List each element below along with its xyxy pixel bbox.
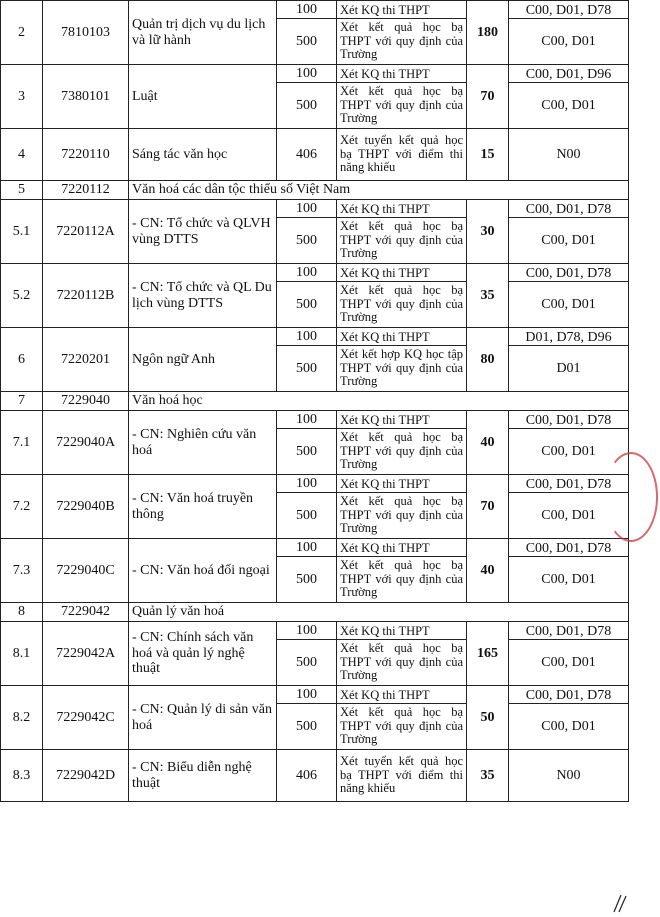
group-row xyxy=(1,603,629,622)
method-description: Xét KQ thi THPT xyxy=(337,264,467,282)
subject-combination: C00, D01 xyxy=(509,704,629,750)
method-description: Xét KQ thi THPT xyxy=(337,475,467,493)
method-code: 100 xyxy=(277,328,337,346)
subject-combination: C00, D01, D78 xyxy=(509,475,629,493)
row-number: 4 xyxy=(1,129,43,181)
subject-combination: C00, D01, D78 xyxy=(509,686,629,704)
row-number: 8.1 xyxy=(1,622,43,686)
pen-mark-icon xyxy=(612,893,630,913)
major-name: - CN: Nghiên cứu văn hoá xyxy=(129,411,277,475)
method-code: 100 xyxy=(277,200,337,218)
subject-combination: D01, D78, D96 xyxy=(509,328,629,346)
row-number: 7.3 xyxy=(1,539,43,603)
method-description: Xét KQ thi THPT xyxy=(337,1,467,19)
quota: 70 xyxy=(467,475,509,539)
major-name: - CN: Biểu diễn nghệ thuật xyxy=(129,750,277,802)
method-code: 100 xyxy=(277,686,337,704)
row-number: 7.1 xyxy=(1,411,43,475)
method-description: Xét KQ thi THPT xyxy=(337,539,467,557)
major-name: - CN: Văn hoá đối ngoại xyxy=(129,539,277,603)
subject-combination: C00, D01, D78 xyxy=(509,539,629,557)
major-code: 7220110 xyxy=(43,129,129,181)
subject-combination: D01 xyxy=(509,346,629,392)
method-code: 100 xyxy=(277,65,337,83)
method-description: Xét KQ thi THPT xyxy=(337,328,467,346)
table-row xyxy=(1,264,629,282)
method-code: 500 xyxy=(277,83,337,129)
method-code: 100 xyxy=(277,264,337,282)
method-code: 100 xyxy=(277,622,337,640)
method-code: 100 xyxy=(277,475,337,493)
quota: 80 xyxy=(467,328,509,392)
quota: 15 xyxy=(467,129,509,181)
group-name: Văn hoá học xyxy=(129,392,629,411)
method-description: Xét kết quả học bạ THPT với quy định của Trường xyxy=(337,493,467,539)
row-number: 8 xyxy=(1,603,43,622)
major-code: 7229040B xyxy=(43,475,129,539)
subject-combination: C00, D01, D78 xyxy=(509,622,629,640)
method-code: 406 xyxy=(277,129,337,181)
table-row xyxy=(1,65,629,83)
quota: 40 xyxy=(467,411,509,475)
quota: 180 xyxy=(467,1,509,65)
table-row xyxy=(1,1,629,19)
table-row xyxy=(1,750,629,802)
method-code: 100 xyxy=(277,539,337,557)
subject-combination: C00, D01 xyxy=(509,493,629,539)
table-row xyxy=(1,129,629,181)
row-number: 5.2 xyxy=(1,264,43,328)
major-code: 7229042 xyxy=(43,603,129,622)
row-number: 5 xyxy=(1,181,43,200)
major-code: 7229042D xyxy=(43,750,129,802)
table-row xyxy=(1,622,629,640)
major-code: 7220201 xyxy=(43,328,129,392)
group-name: Quản lý văn hoá xyxy=(129,603,629,622)
method-description: Xét kết quả học bạ THPT với quy định của Trường xyxy=(337,704,467,750)
major-code: 7229040A xyxy=(43,411,129,475)
major-name: Luật xyxy=(129,65,277,129)
method-description: Xét kết quả học bạ THPT với quy định của Trường xyxy=(337,282,467,328)
table-row xyxy=(1,200,629,218)
row-number: 5.1 xyxy=(1,200,43,264)
method-description: Xét kết quả học bạ THPT với quy định của Trường xyxy=(337,640,467,686)
method-description: Xét KQ thi THPT xyxy=(337,200,467,218)
method-code: 500 xyxy=(277,704,337,750)
method-description: Xét kết quả học bạ THPT với quy định của Trường xyxy=(337,19,467,65)
group-name: Văn hoá các dân tộc thiểu số Việt Nam xyxy=(129,181,629,200)
method-description: Xét kết quả học bạ THPT với quy định của Trường xyxy=(337,218,467,264)
subject-combination: C00, D01, D78 xyxy=(509,264,629,282)
subject-combination: C00, D01 xyxy=(509,218,629,264)
subject-combination: C00, D01 xyxy=(509,282,629,328)
quota: 30 xyxy=(467,200,509,264)
major-code: 7220112B xyxy=(43,264,129,328)
method-description: Xét kết quả học bạ THPT với quy định của Trường xyxy=(337,557,467,603)
row-number: 7 xyxy=(1,392,43,411)
row-number: 6 xyxy=(1,328,43,392)
method-code: 100 xyxy=(277,411,337,429)
subject-combination: C00, D01 xyxy=(509,19,629,65)
subject-combination: C00, D01, D96 xyxy=(509,65,629,83)
subject-combination: C00, D01, D78 xyxy=(509,200,629,218)
method-description: Xét kết quả học bạ THPT với quy định của Trường xyxy=(337,429,467,475)
method-code: 100 xyxy=(277,1,337,19)
method-code: 500 xyxy=(277,640,337,686)
quota: 50 xyxy=(467,686,509,750)
quota: 40 xyxy=(467,539,509,603)
table-row xyxy=(1,539,629,557)
method-description: Xét KQ thi THPT xyxy=(337,622,467,640)
major-name: - CN: Tổ chức và QLVH vùng DTTS xyxy=(129,200,277,264)
method-description: Xét KQ thi THPT xyxy=(337,686,467,704)
major-name: - CN: Tổ chức và QL Du lịch vùng DTTS xyxy=(129,264,277,328)
row-number: 2 xyxy=(1,1,43,65)
group-row xyxy=(1,181,629,200)
major-code: 7229042A xyxy=(43,622,129,686)
method-description: Xét KQ thi THPT xyxy=(337,411,467,429)
quota: 165 xyxy=(467,622,509,686)
row-number: 7.2 xyxy=(1,475,43,539)
major-name: - CN: Văn hoá truyền thông xyxy=(129,475,277,539)
subject-combination: N00 xyxy=(509,129,629,181)
method-description: Xét tuyển kết quả học bạ THPT với điểm thi năng khiếu xyxy=(337,129,467,181)
row-number: 8.3 xyxy=(1,750,43,802)
subject-combination: C00, D01 xyxy=(509,83,629,129)
method-description: Xét kết quả học bạ THPT với quy định của Trường xyxy=(337,83,467,129)
quota: 35 xyxy=(467,750,509,802)
major-code: 7220112 xyxy=(43,181,129,200)
major-code: 7220112A xyxy=(43,200,129,264)
subject-combination: C00, D01 xyxy=(509,557,629,603)
major-name: Quản trị dịch vụ du lịch và lữ hành xyxy=(129,1,277,65)
major-code: 7380101 xyxy=(43,65,129,129)
admission-table-body xyxy=(1,1,629,802)
table-row xyxy=(1,686,629,704)
method-code: 500 xyxy=(277,493,337,539)
subject-combination: C00, D01 xyxy=(509,640,629,686)
group-row xyxy=(1,392,629,411)
major-name: Ngôn ngữ Anh xyxy=(129,328,277,392)
method-code: 500 xyxy=(277,557,337,603)
major-name: - CN: Quản lý di sản văn hoá xyxy=(129,686,277,750)
method-description: Xét kết hợp KQ học tập THPT với quy định của Trường xyxy=(337,346,467,392)
table-row xyxy=(1,475,629,493)
subject-combination: C00, D01, D78 xyxy=(509,1,629,19)
table-row xyxy=(1,328,629,346)
method-code: 406 xyxy=(277,750,337,802)
subject-combination: N00 xyxy=(509,750,629,802)
red-stamp-mark xyxy=(604,452,658,542)
method-description: Xét tuyển kết quả học bạ THPT với điểm thi năng khiếu xyxy=(337,750,467,802)
row-number: 8.2 xyxy=(1,686,43,750)
method-code: 500 xyxy=(277,218,337,264)
method-code: 500 xyxy=(277,19,337,65)
major-code: 7810103 xyxy=(43,1,129,65)
major-name: Sáng tác văn học xyxy=(129,129,277,181)
row-number: 3 xyxy=(1,65,43,129)
method-code: 500 xyxy=(277,429,337,475)
major-code: 7229042C xyxy=(43,686,129,750)
subject-combination: C00, D01, D78 xyxy=(509,411,629,429)
method-description: Xét KQ thi THPT xyxy=(337,65,467,83)
major-code: 7229040 xyxy=(43,392,129,411)
subject-combination: C00, D01 xyxy=(509,429,629,475)
major-name: - CN: Chính sách văn hoá và quản lý nghệ thuật xyxy=(129,622,277,686)
major-code: 7229040C xyxy=(43,539,129,603)
method-code: 500 xyxy=(277,346,337,392)
quota: 70 xyxy=(467,65,509,129)
quota: 35 xyxy=(467,264,509,328)
method-code: 500 xyxy=(277,282,337,328)
table-row xyxy=(1,411,629,429)
